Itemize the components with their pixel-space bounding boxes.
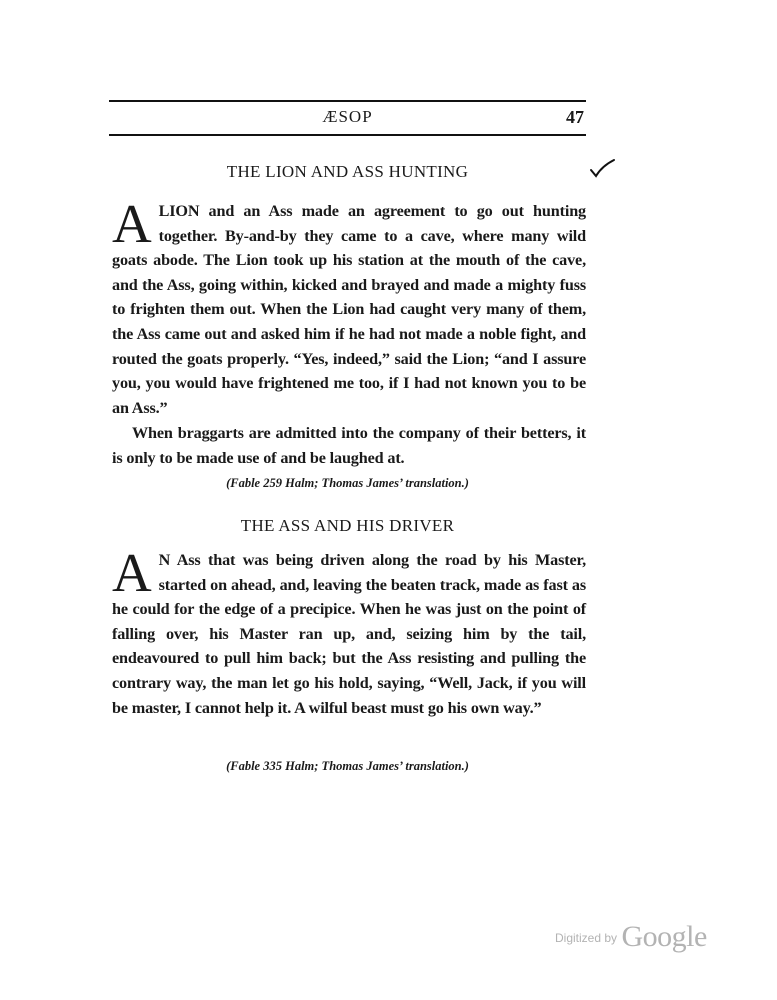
page-header [109, 100, 586, 136]
running-title: ÆSOP [322, 107, 373, 126]
source-note: (Fable 259 Halm; Thomas James’ translation.) [226, 476, 469, 490]
drop-cap: A [112, 542, 152, 603]
fable-text [112, 193, 586, 471]
handwritten-check-mark-icon [588, 158, 616, 180]
fable-body-text: N Ass that was being driven along the road by his Master, started on ahead, and, leaving the beaten track, made as fast as he could for the edge of a precipice. When he was just on the point of falling over, his Master ran up, and, seizing him by the tail, endeavoured to pull him back; but the Ass resisting and pulling the contrary way, the man let go his hold, saying, “Well, Jack, if you will be master, I cannot help it. A wilful beast must go his own way.” [112, 551, 586, 717]
fable-body [112, 193, 586, 420]
drop-cap: A [112, 193, 152, 254]
fable-body-text: LION and an Ass made an agreement to go out hunting together. By-and-by they came to a cave, where many wild goats abode. The Lion took up his station at the mouth of the cave, and the Ass, going within, kicked and brayed and made a mighty fuss to frighten them out. When the Lion had caught very many of them, the Ass came out and asked him if he had not made a noble fight, and routed the goats properly. “Yes, indeed,” said the Lion; “and I assure you, you would have frightened me too, if I had not known you to be an Ass.” [112, 202, 586, 417]
fable-moral: When braggarts are admitted into the company of their betters, it is only to be made use of and be laughed at. [112, 424, 586, 467]
fable-text [112, 542, 586, 720]
page-number: 47 [566, 107, 584, 127]
watermark-prefix: Digitized by [555, 931, 618, 945]
fable-body [112, 542, 586, 720]
digitized-by-google-watermark [555, 920, 707, 954]
fable-title: THE LION AND ASS HUNTING [226, 162, 469, 181]
source-note: (Fable 335 Halm; Thomas James’ translation.) [226, 759, 469, 773]
fable-title: THE ASS AND HIS DRIVER [240, 516, 455, 535]
google-logo: Google [621, 920, 707, 953]
